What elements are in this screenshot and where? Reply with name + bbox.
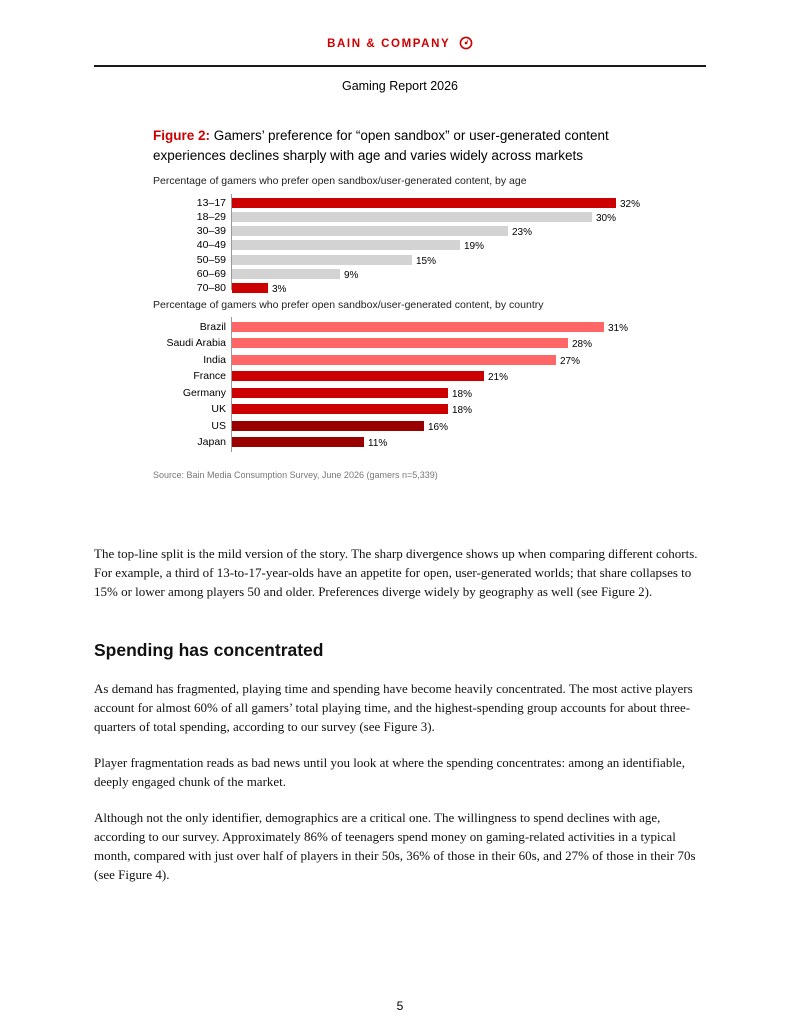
category-label: Saudi Arabia	[166, 337, 226, 349]
bar	[232, 404, 448, 414]
category-label: UK	[211, 403, 226, 415]
bar	[232, 371, 484, 381]
bar	[232, 322, 604, 332]
value-label: 28%	[572, 339, 593, 350]
bar	[232, 388, 448, 398]
brand-name: BAIN & COMPANY	[327, 38, 451, 50]
value-label: 3%	[272, 284, 287, 296]
body-paragraph-4: Although not the only identifier, demographics are a critical one. The willingness to spend declines with age, according to our survey. Approximately 86% of teenagers spend money on gaming-related activities in a typical month, compared with just over half of players in their 50s, 36% of those in their 60s, and 27% of those in their 70s (see Figure 4).	[94, 810, 696, 882]
value-label: 15%	[416, 255, 437, 267]
bar	[232, 212, 592, 222]
bar	[232, 338, 568, 348]
chart-age-title: Percentage of gamers who prefer open sandbox/user-generated content, by age	[153, 175, 527, 187]
category-label: France	[193, 370, 226, 382]
figure-caption	[153, 126, 673, 166]
category-label: Germany	[182, 386, 226, 399]
category-label: India	[203, 353, 226, 366]
value-label: 9%	[344, 270, 359, 281]
value-label: 30%	[596, 212, 617, 224]
value-label: 11%	[368, 438, 388, 449]
value-label: 18%	[452, 405, 473, 416]
value-label: 19%	[464, 241, 485, 253]
value-label: 27%	[560, 355, 581, 367]
brand-header	[0, 36, 800, 50]
value-label: 21%	[488, 372, 509, 383]
header-rule	[94, 65, 706, 67]
body-paragraph-1: The top-line split is the mild version of the story. The sharp divergence shows up when comparing different cohorts. For example, a third of 13-to-17-year-olds have an appetite for open, user-generated worlds; that share collapses to 15% or lower among players 50 and older. Preferences diverge widely by geography as well (see Figure 2).	[94, 546, 698, 599]
bar	[232, 421, 424, 431]
figure-caption-text: Gamers’ preference for “open sandbox” or user-generated content experiences declines sharply with age and varies widely across markets	[153, 128, 609, 163]
bar	[232, 198, 616, 208]
category-label: Japan	[197, 436, 226, 448]
page-number: 5	[396, 999, 404, 1013]
category-label: US	[211, 419, 226, 432]
category-label: 50–59	[196, 253, 226, 266]
bar	[232, 437, 364, 447]
running-title: Gaming Report 2026	[341, 79, 459, 93]
figure-source: Source: Bain Media Consumption Survey, June 2026 (gamers n=5,339)	[153, 470, 438, 480]
value-label: 23%	[512, 227, 533, 239]
chart-country-title: Percentage of gamers who prefer open sandbox/user-generated content, by country	[153, 299, 544, 311]
body-paragraph-3: Player fragmentation reads as bad news until you look at where the spending concentrates: among an identifiable, deeply engaged chunk of the market.	[94, 755, 685, 789]
section-heading: Spending has concentrated	[94, 640, 324, 660]
body-paragraph-2: As demand has fragmented, playing time and spending have become heavily concentrated. The most active players account for almost 60% of all gamers’ total playing time, and the highest-spending group accounts for about three-quarters of total spending, according to our survey (see Figure 3).	[94, 681, 693, 734]
value-label: 32%	[620, 198, 641, 210]
bar	[232, 255, 412, 265]
value-label: 31%	[608, 322, 629, 334]
figure-number: Figure 2:	[153, 128, 211, 143]
bar	[232, 269, 340, 279]
bar	[232, 226, 508, 236]
bar	[232, 240, 460, 250]
value-label: 18%	[452, 388, 473, 400]
category-label: 60–69	[196, 268, 226, 280]
category-label: 18–29	[196, 210, 226, 223]
compass-logo-icon	[459, 36, 473, 50]
category-label: 30–39	[196, 225, 226, 238]
category-label: 40–49	[196, 239, 226, 252]
value-label: 16%	[428, 421, 449, 433]
category-label: 70–80	[196, 282, 226, 295]
category-label: Brazil	[199, 320, 226, 333]
category-label: 13–17	[196, 196, 226, 209]
bar	[232, 355, 556, 365]
bar	[232, 283, 268, 293]
